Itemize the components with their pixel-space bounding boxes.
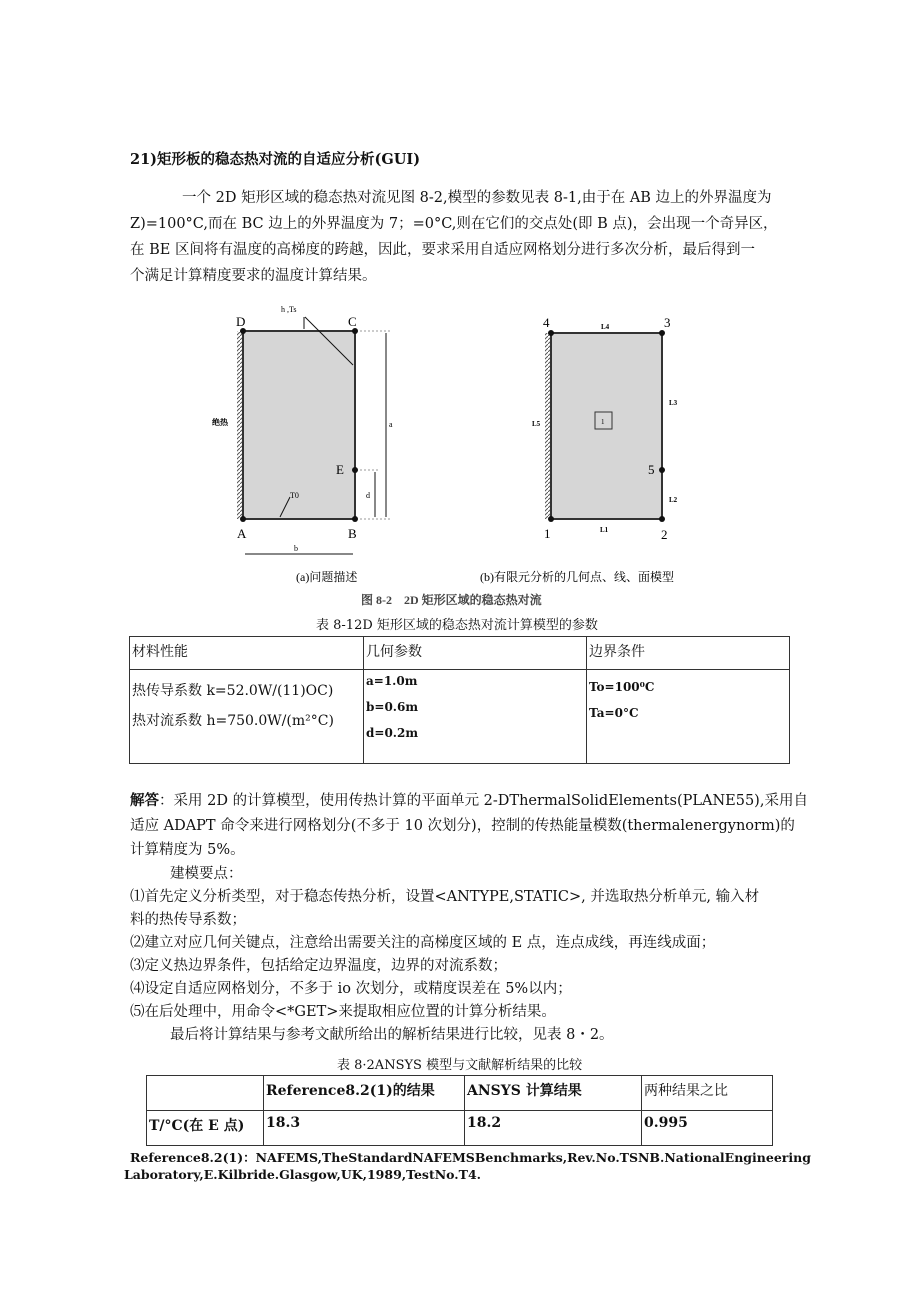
area-1: 1 [601,418,605,426]
keypoint-5: 5 [648,462,655,477]
reference-line: Reference8.2(1)：NAFEMS,TheStandardNAFEMSBenchmarks,Rev.No.TSNB.NationalEngineering [130,1150,811,1165]
convection-label: h ,Ts [281,305,297,314]
answer-line: 计算精度为 5%。 [130,842,245,858]
answer-line: ⑸在后处理中，用命令<*GET>来提取相应位置的计算分析结果。 [130,1004,556,1020]
intro-line: Z)=100°C,而在 BC 边上的外界温度为 7；=0°C,则在它们的交点处(即 B 点)，会出现一个奇异区， [130,216,778,232]
geom-b: b=0.6m [366,700,419,714]
point-B: B [348,526,357,541]
caption-a: (a)问题描述 [296,570,358,584]
answer-line: 适应 ADAPT 命令来进行网格划分(不多于 10 次划分)，控制的传热能量模数(thermalenergynorm)的 [130,818,795,834]
bc-ta: Ta=0°C [589,706,639,720]
dim-d: d [366,491,370,500]
answer-line: ⑵建立对应几何关键点，注意给出需要关注的高梯度区域的 E 点，连点成线，再连线成面； [130,935,716,951]
answer-line: ⑶定义热边界条件，包括给定边界温度，边界的对流系数； [130,958,507,974]
answer-line: ⑷设定自适应网格划分，不多于 io 次划分，或精度误差在 5%以内； [130,981,572,997]
dim-b: b [294,544,298,553]
keypoint-2: 2 [661,527,668,542]
table2-caption: 表 8·2ANSYS 模型与文献解析结果的比较 [337,1058,583,1073]
header-geometry: 几何参数 [364,637,587,670]
ansys-value: 18.2 [465,1111,642,1146]
answer-line: 料的热传导系数； [130,912,246,928]
table1-caption: 表 8-12D 矩形区域的稳态热对流计算模型的参数 [316,618,598,633]
header-ratio: 两种结果之比 [642,1076,773,1111]
reference-value: 18.3 [264,1111,465,1146]
point-C: C [348,314,357,329]
material-k: 热传导系数 k=52.0W/(11)OC) [132,683,334,699]
answer-line: ：采用 2D 的计算模型，使用传热计算的平面单元 2-DThermalSolidElements(PLANE55),采用自 [159,793,808,809]
intro-line: 个满足计算精度要求的温度计算结果。 [130,268,377,284]
ratio-value: 0.995 [642,1111,773,1146]
parameters-table [129,636,790,764]
section-title: 21)矩形板的稳态热对流的自适应分析(GUI) [130,151,421,168]
point-D: D [236,314,246,329]
reference-line: Laboratory,E.Kilbride.Glasgow,UK,1989,TestNo.T4. [124,1167,481,1182]
intro-line: 在 BE 区间将有温度的高梯度的跨越，因此，要求采用自适应网格划分进行多次分析，最后得到一 [130,242,755,258]
line-L5: L5 [532,420,541,428]
line-L2: L2 [669,496,678,504]
geom-d: d=0.2m [366,726,419,740]
answer-line: 最后将计算结果与参考文献所给出的解析结果进行比较，见表 8・2。 [170,1027,614,1043]
dim-a: a [389,420,393,429]
line-L4: L4 [601,323,610,331]
comparison-table [146,1075,773,1146]
keypoint-1: 1 [544,526,551,541]
answer-line: ⑴首先定义分析类型，对于稳态传热分析，设置<ANTYPE,STATIC>, 并选取热分析单元, 输入材 [130,889,760,905]
t0-label: T0 [290,491,299,500]
line-L1: L1 [600,526,609,534]
point-A: A [237,526,247,541]
problem-diagram [212,305,393,584]
insulated-label: 绝热 [212,418,228,427]
bc-t0: To=100⁰C [589,680,655,694]
line-L3: L3 [669,399,678,407]
header-reference: Reference8.2(1)的结果 [264,1076,465,1111]
fe-model-diagram [480,315,678,584]
caption-b: (b)有限元分析的几何点、线、面模型 [480,570,674,584]
answer-line: 建模要点： [170,866,243,882]
figure-8-2 [0,0,920,620]
figure-caption: 图 8-2 2D 矩形区域的稳态热对流 [361,593,542,607]
answer-label: 解答 [130,792,159,809]
row-label: T/°C(在 E 点) [147,1111,264,1146]
keypoint-3: 3 [664,315,671,330]
geom-a: a=1.0m [366,674,418,688]
header-material: 材料性能 [130,637,364,670]
keypoint-4: 4 [543,315,550,330]
intro-line: 一个 2D 矩形区域的稳态热对流见图 8-2,模型的参数见表 8-1,由于在 AB 边上的外界温度为 [182,190,772,206]
header-boundary: 边界条件 [587,637,790,670]
material-h: 热对流系数 h=750.0W/(m²°C) [132,713,334,729]
point-E: E [336,462,344,477]
header-ansys: ANSYS 计算结果 [465,1076,642,1111]
